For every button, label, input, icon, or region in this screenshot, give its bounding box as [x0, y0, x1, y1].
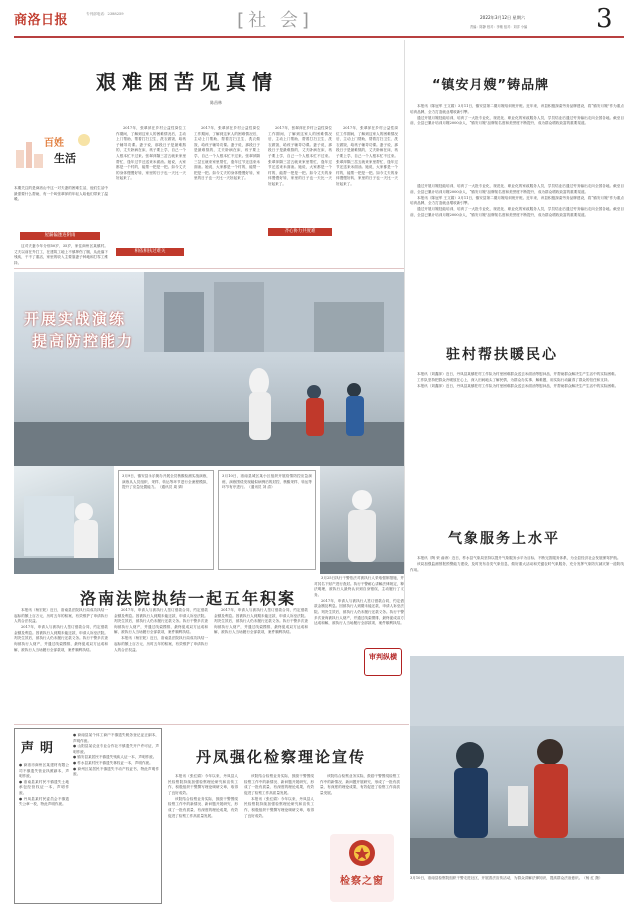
judge-stamp: 审判纵横 — [364, 648, 402, 676]
notice-item: ● 镇安县某居民不慎遗失残疾人证一本，声明作废。 — [73, 755, 157, 760]
drill-caption-right-box — [218, 470, 316, 570]
nanny-intro: 本报讯（陈冠军 王文娟）3月11日，镇安县第二期月嫂培训班开班。近年来，该县积极探索劳务品牌建设，将“镇安月嫂”作为重点培育品牌，全力打造就业增收新引擎。 通过开展月嫂技能培训，培育了一大批专业化、规范化、职业化的家政服务人员，学员结业后通过劳务输出走向全国各地。截至目前，全县已累计培训月嫂2000余人，“镇安月嫂”品牌知名度和美誉度不断提升，成为群众增收致富的重要渠道。 — [410, 104, 624, 126]
notice-items-left — [19, 763, 69, 901]
section-title: [社 会] — [237, 10, 313, 31]
hardship-subhead1: 相依相扶过难关 — [116, 248, 184, 256]
drill-caption-left-box — [118, 470, 214, 570]
court-body-col2: 2017年，申请人与被执行人签订借款合同，约定借款金额及利息。因被执行人到期未能还款，申请人诉至法院。判决生效后，被执行人仍未履行还款义务。执行干警多次查询被执行人财产，并通过线索摸排，最终促成双方达成和解，被执行人当场履行全部款项，案件顺利执结。 本报讯（杨宏乾）近日，洛南县法院执行局成功执结一起标的额上百万元、历时五年的积案，有效维护了申请执行人的合法权益。 — [114, 608, 208, 652]
nanny-body: 通过开展月嫂技能培训，培育了一大批专业化、规范化、职业化的家政服务人员，学员结业后通过劳务输出走向全国各地。截至目前，全县已累计培训月嫂2000余人，“镇安月嫂”品牌知名度和美誉度不断提升，成为群众增收致富的重要渠道。 本报讯（陈冠军 王文娟）3月11日，镇安县第二期月嫂培训班开班。近年来，该县积极探索劳务品牌建设，将“镇安月嫂”作为重点培育品牌，全力打造就业增收新引擎。 通过开展月嫂技能培训，培育了一大批专业化、规范化、职业化的家政服务人员，学员结业后通过劳务输出走向全国各地。截至目前，全县已累计培训月嫂2000余人，“镇安月嫂”品牌知名度和美誉度不断提升，成为群众增收致富的重要渠道。 — [410, 184, 624, 217]
prosecutor-body-col1: 本报讯（张红娟）今年以来，丹凤县人民检察院持续加强检察理论研究和宣传工作，积极组织干警撰写理论调研文章，取得了良好成效。 该院结合检察业务实际，鼓励干警围绕检察工作中的新情况、新问题开展研究，形成了一批有质量、有深度的理论成果，有效促进了检察工作高质量发展。 — [168, 774, 238, 818]
notice-item: ● 洛南县某村民不慎遗失土地承包经营权证一本，声明作废。 — [19, 779, 69, 795]
prosecutor-body-col3: 该院结合检察业务实际，鼓励干警围绕检察工作中的新情况、新问题开展研究，形成了一批有质量、有深度的理论成果，有效促进了检察工作高质量发展。 — [320, 774, 400, 795]
drill-photo-right — [320, 466, 404, 574]
header-rule — [14, 36, 624, 38]
notice-box — [14, 728, 162, 904]
notice-items-right — [73, 733, 159, 901]
hardship-author: 陈昌林 — [210, 100, 222, 105]
drill-caption1-credit: （通讯员 周 婧） — [157, 485, 186, 490]
hardship-body-col2: 2017年，张翠萍在乡村公益性岗位工作期间，了解到这家人的困难情况后，主动上门帮助，帮着打扫卫生、洗衣做饭，给孩子辅导功课。妻子说，那段日子是最难熬的，丈夫卧病在床，孩子要上学，自己一个人根本忙不过来。张翠萍隔三岔五就来家里帮忙，逢年过节还送来米面油。她说，大家都是一个村的，能帮一把是一把。如今丈夫的身体慢慢好转，家里的日子也一天比一天好起来了。 — [194, 126, 260, 181]
prosecutor-photo-caption: 3月10日，洛南县检察院组织干警走进社区，开展普法宣传活动，为群众讲解法律知识，提高群众法治意识。（杨 红 摄） — [410, 876, 603, 880]
life-body: 这对夫妻今年分别50岁、35岁，家住商州区某镇村。丈夫以前在外打工，在建筑工地上不慎摔伤了腿，从此落下残疾，干不了重活，家里的收入主要靠妻子种地和打零工维持。 — [14, 244, 108, 265]
drill-photo-main — [14, 272, 404, 466]
life-subhead: 屋漏偏逢连阴雨 — [20, 232, 100, 240]
nanny-title: “镇安月嫂”铸品牌 — [432, 78, 550, 93]
prosecutor-body-col2: 该院结合检察业务实际，鼓励干警围绕检察工作中的新情况、新问题开展研究，形成了一批有质量、有深度的理论成果，有效促进了检察工作高质量发展。 本报讯（张红娟）今年以来，丹凤县人民检察院持续加强检察理论研究和宣传工作，积极组织干警撰写理论调研文章，取得了良好成效。 — [244, 774, 314, 818]
testing-booth-illustration — [14, 466, 114, 574]
prosecutor-corner-label: 检察之窗 — [340, 876, 384, 887]
notice-item: ● 商州区某居民不慎遗失不动产权证书，特此声明作废。 — [73, 766, 159, 777]
drill-caption2-credit: （通讯员 刘 清） — [247, 485, 275, 490]
warm-title: 驻村帮扶暖民心 — [446, 347, 558, 363]
notice-item: ● 山阳县某农业专业合作社不慎遗失开户许可证，声明作废。 — [73, 744, 159, 754]
drill-caption1: 3月9日，镇安县永乐街办开展全员核酸检测实战演练，演练从人员组织、采样、转运等环节进行全流程模拟，提升了应急处置能力。 — [122, 474, 210, 490]
hardship-title: 艰难困苦见真情 — [96, 70, 278, 94]
divider-drill-top — [14, 268, 404, 269]
court-body-col3: 2017年，申请人与被执行人签订借款合同，约定借款金额及利息。因被执行人到期未能还款，申请人诉至法院。判决生效后，被执行人仍未履行还款义务。执行干警多次查询被执行人财产，并通过线索摸排，最终促成双方达成和解，被执行人当场履行全部款项，案件顺利执结。 — [214, 608, 308, 635]
drill-scene-illustration — [14, 272, 404, 466]
logo: 商洛日报 — [14, 13, 69, 28]
drill-title: 开展实战演练 提高防控能力 — [24, 310, 135, 350]
hardship-body-col4: 2017年，张翠萍在乡村公益性岗位工作期间，了解到这家人的困难情况后，主动上门帮助，帮着打扫卫生、洗衣做饭，给孩子辅导功课。妻子说，那段日子是最难熬的，丈夫卧病在床，孩子要上学，自己一个人根本忙不过来。张翠萍隔三岔五就来家里帮忙，逢年过节还送来米面油。她说，大家都是一个村的，能帮一把是一把。如今丈夫的身体慢慢好转，家里的日子也一天比一天好起来了。 — [336, 126, 398, 186]
court-intro: 本报讯（杨宏乾）近日，洛南县法院执行局成功执结一起标的额上百万元、历时五年的积案，有效维护了申请执行人的合法权益。 2017年，申请人与被执行人签订借款合同，约定借款金额及利息。因被执行人到期未能还款，申请人诉至法院。判决生效后，被执行人仍未履行还款义务。执行干警多次查询被执行人财产，并通过线索摸排，最终促成双方达成和解，被执行人当场履行全部款项，案件顺利执结。 — [14, 608, 108, 652]
hardship-body-col3: 2017年，张翠萍在乡村公益性岗位工作期间，了解到这家人的困难情况后，主动上门帮助，帮着打扫卫生、洗衣做饭，给孩子辅导功课。妻子说，那段日子是最难熬的，丈夫卧病在床，孩子要上学，自己一个人根本忙不过来。张翠萍隔三岔五就来家里帮忙，逢年过节还送来米面油。她说，大家都是一个村的，能帮一把是一把。如今丈夫的身体慢慢好转，家里的日子也一天比一天好起来了。 — [268, 126, 332, 186]
hardship-body-col1: 2017年，张翠萍在乡村公益性岗位工作期间，了解到这家人的困难情况后，主动上门帮助，帮着打扫卫生、洗衣做饭，给孩子辅导功课。妻子说，那段日子是最难熬的，丈夫卧病在床，孩子要上学，自己一个人根本忙不过来。张翠萍隔三岔五就来家里帮忙，逢年过节还送来米面油。她说，大家都是一个村的，能帮一把是一把。如今丈夫的身体慢慢好转，家里的日子也一天比一天好起来了。 — [116, 126, 186, 181]
service-body: 本报讯（陶 荣 俞涛）近日，柞水县气象局坚持以提升气象服务水平为目标，不断完善服务体系，为全县经济社会发展保驾护航。 该局加强监测预报预警能力建设，及时发布各类气象信息，做好重大活动和关键农时气象服务，充分发挥气象防灾减灾第一道防线作用。 — [410, 556, 624, 572]
prosecutor-title: 丹凤强化检察理论宣传 — [196, 748, 367, 766]
notice-item: ● 丹凤县某村民委员会不慎遗失公章一枚，特此声明作废。 — [19, 796, 69, 807]
life-intro: 本期关注的是商洛山中这一对夫妻的困难生活，他们生活中最需要什么帮助，有一个叫张翠萍的年轻人给他们带来了温暖。 — [14, 186, 108, 202]
notice-item: ● 柞水县某村民不慎遗失林权证一本，声明作废。 — [73, 760, 153, 765]
divider-right-column — [404, 40, 405, 620]
notice-title: 声明 — [21, 741, 60, 756]
procuratorate-emblem-icon — [347, 838, 377, 868]
notice-item: ● 商洛市商州区某建材有限公司不慎遗失营业执照副本，声明作废。 — [19, 763, 69, 779]
prosecutor-photo — [410, 656, 624, 874]
service-title: 气象服务上水平 — [448, 531, 560, 547]
editors-line: 责编：陈静 校对：李敏 组对：刘洋 小编 — [470, 25, 528, 29]
notice-item: ● 商南县某个体工商户不慎遗失税务登记证正副本，声明作废。 — [73, 733, 159, 743]
drill-caption2: 3月10日，洛南县城区某小区组织开展疫情防控应急演练，演练围绕发现疑似病例后的封控、核酸采样、转运等环节有序进行。 — [222, 474, 312, 490]
publisher-info: 专刊部电话：2388259 — [86, 12, 124, 16]
divider-lower — [14, 724, 409, 725]
court-title: 洛南法院执结一起五年积案 — [80, 589, 297, 608]
page-number: 3 — [596, 4, 613, 34]
warm-body: 本报讯（刘鑫萍）近日，丹凤县某镇驻村工作队为村里困难群众送去米面油等慰问品，并帮助群众解决生产生活中的实际困难。 工作队坚持把群众冷暖放在心上，深入田间地头了解民情，为群众办实事、解难题，用实际行动赢得了群众的信任和支持。 本报讯（刘鑫萍）近日，丹凤县某镇驻村工作队为村里困难群众送去米面油等慰问品，并帮助群众解决生产生活中的实际困难。 — [417, 372, 619, 389]
medical-worker-illustration — [320, 466, 404, 574]
life-badge: 百姓 生活 — [14, 128, 94, 170]
drill-photo-left — [14, 466, 114, 574]
court-body-col4: 3月25日执行干警依法对被执行人采取强制措施，并对其名下财产进行查封。执行干警耐心讲解法律规定，释法明理，被执行人最终认识到自身错误，主动履行了义务。 2017年，申请人与被执行人签订借款合同，约定借款金额及利息。因被执行人到期未能还款，申请人诉至法院。判决生效后，被执行人仍未履行还款义务。执行干警多次查询被执行人财产，并通过线索摸排，最终促成双方达成和解，被执行人当场履行全部款项，案件顺利执结。 — [314, 576, 404, 626]
issue-date: 2022年3月12日 星期六 — [480, 15, 526, 20]
outreach-scene-illustration — [410, 656, 624, 874]
hardship-subhead2: 齐心协力共度难 — [268, 228, 332, 236]
prosecutor-emblem — [330, 834, 394, 902]
